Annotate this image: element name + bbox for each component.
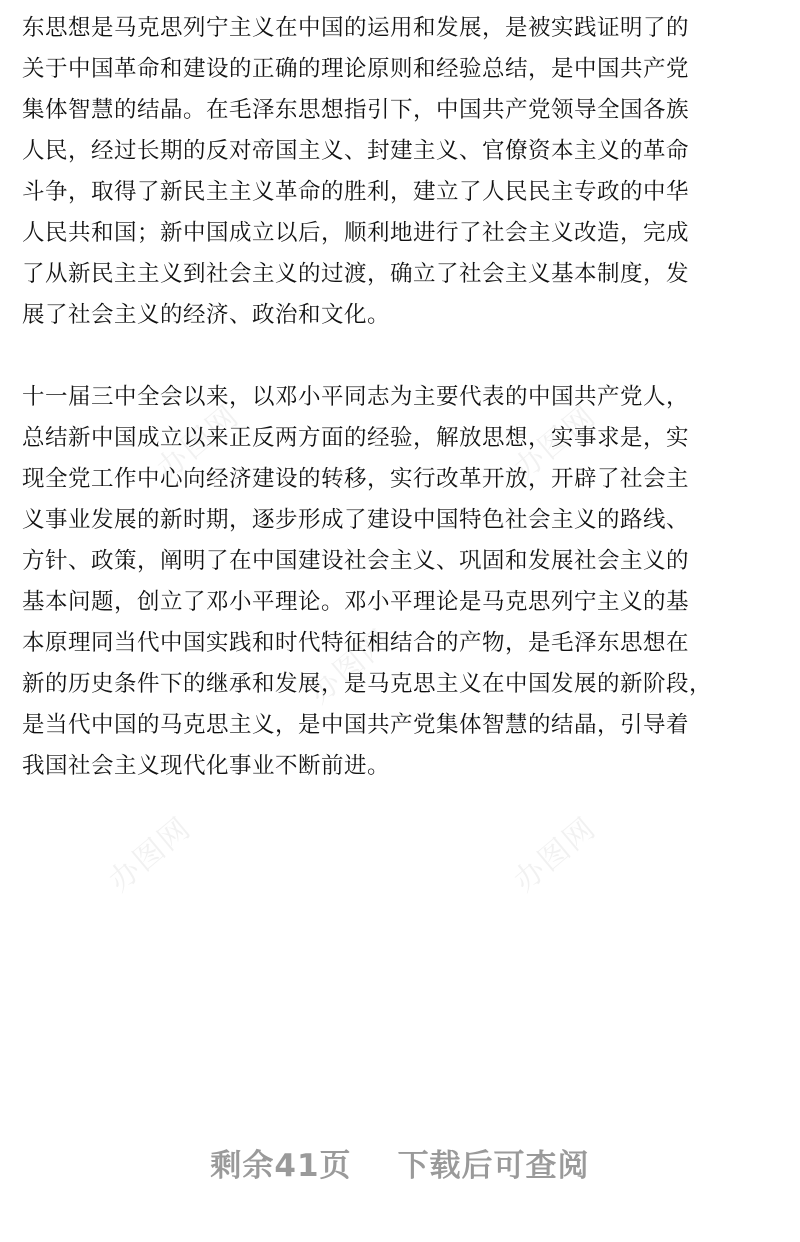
text-line: 新的历史条件下的继承和发展，是马克思主义在中国发展的新阶段，: [22, 671, 713, 697]
text-line: 斗争，取得了新民主主义革命的胜利，建立了人民民主专政的中华: [22, 179, 690, 205]
text-line: 总结新中国成立以来正反两方面的经验，解放思想，实事求是，实: [22, 425, 690, 451]
paragraph: [22, 8, 778, 336]
watermark: 办图网: [150, 398, 247, 487]
text-line: 义事业发展的新时期，逐步形成了建设中国特色社会主义的路线、: [22, 507, 690, 533]
watermark: 办图网: [507, 810, 604, 899]
text-line: 十一届三中全会以来，以邓小平同志为主要代表的中国共产党人，: [22, 384, 690, 410]
text-line: 是当代中国的马克思主义，是中国共产党集体智慧的结晶，引导着: [22, 712, 690, 738]
text-line: 我国社会主义现代化事业不断前进。: [22, 753, 391, 779]
text-line: 人民，经过长期的反对帝国主义、封建主义、官僚资本主义的革命: [22, 138, 690, 164]
text-line: 了从新民主主义到社会主义的过渡，确立了社会主义基本制度，发: [22, 261, 690, 287]
download-to-view-label: 下载后可查阅: [397, 1148, 590, 1184]
document-body: [22, 8, 778, 787]
paragraph: [22, 377, 778, 787]
text-line: 展了社会主义的经济、政治和文化。: [22, 302, 391, 328]
text-line: 方针、政策，阐明了在中国建设社会主义、巩固和发展社会主义的: [22, 548, 690, 574]
download-prompt-banner[interactable]: [0, 1140, 800, 1185]
text-line: 基本问题，创立了邓小平理论。邓小平理论是马克思列宁主义的基: [22, 589, 690, 615]
text-line: 现全党工作中心向经济建设的转移，实行改革开放，开辟了社会主: [22, 466, 690, 492]
watermark: 办图网: [302, 622, 399, 711]
text-line: 人民共和国；新中国成立以后，顺利地进行了社会主义改造，完成: [22, 220, 690, 246]
text-line: 东思想是马克思列宁主义在中国的运用和发展，是被实践证明了的: [22, 15, 690, 41]
text-line: 集体智慧的结晶。在毛泽东思想指引下，中国共产党领导全国各族: [22, 97, 690, 123]
text-line: 本原理同当代中国实践和时代特征相结合的产物，是毛泽东思想在: [22, 630, 690, 656]
text-line: 关于中国革命和建设的正确的理论原则和经验总结，是中国共产党: [22, 56, 690, 82]
remaining-pages-label: 剩余41页: [210, 1148, 352, 1184]
watermark: 办图网: [507, 398, 604, 487]
watermark: 办图网: [102, 810, 199, 899]
